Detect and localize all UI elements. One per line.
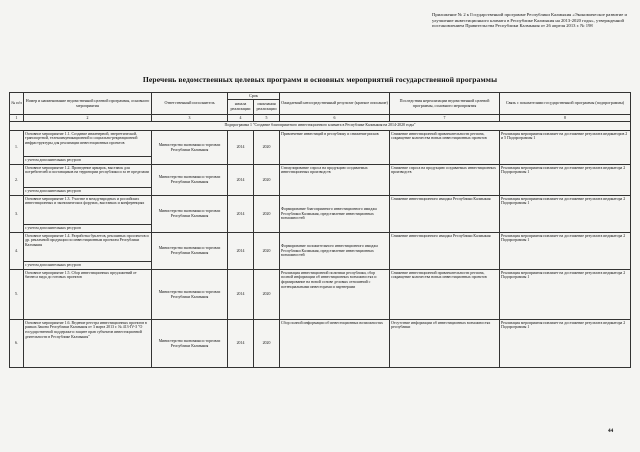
row-consequences: Снижение инвестиционной привлекательности региона, сокращение количества новых инвестиционных проектов bbox=[390, 270, 500, 320]
row-end-year: 2020 bbox=[254, 196, 280, 233]
table-row bbox=[10, 131, 631, 157]
col-num-header: № п/п bbox=[10, 93, 24, 115]
row-result: Стимулирование спроса на продукцию создаваемых инвестиционных производств bbox=[280, 165, 390, 196]
approval-note: Приложение № 2 к Государственной программе Республики Калмыкия «Экономическое развитие и улучшение инвестиционного климата в Республике Калмыкия на 2013-2020 годы», утвержденной постановлением Правительства Республики Калмыкия от 26 апреля 2013 г. № 198 bbox=[432, 12, 627, 29]
row-link: Реализация мероприятия повлияет на достижение результата индикатора 2 Подпрограммы 1 bbox=[500, 165, 631, 196]
row-link: Реализация мероприятия повлияет на достижение результата индикатора 2 Подпрограммы 1 bbox=[500, 320, 631, 368]
document-title: Перечень ведомственных целевых программ и основных мероприятий государственной программы bbox=[142, 75, 498, 84]
row-result: Сбор полной информации об инвестиционных возможностях bbox=[280, 320, 390, 368]
row-start-year: 2014 bbox=[228, 270, 254, 320]
row-executor: Министерство экономики и торговли Республики Калмыкия bbox=[152, 165, 228, 196]
row-index: 1. bbox=[10, 131, 24, 165]
row-consequences: Снижение инвестиционного имиджа Республики Калмыкия bbox=[390, 196, 500, 233]
row-index: 3. bbox=[10, 196, 24, 233]
row-end-year: 2020 bbox=[254, 320, 280, 368]
col-executor-header: Ответственный исполнитель bbox=[152, 93, 228, 115]
row-measure-name: Основное мероприятие 1.2. Проведение ярмарок, выставок для потребителей и поставщиков на территории республики и за ее пределами bbox=[24, 165, 152, 188]
row-consequences: Снижение инвестиционного имиджа Республики Калмыкия bbox=[390, 233, 500, 270]
table-row bbox=[10, 233, 631, 262]
row-index: 6. bbox=[10, 320, 24, 368]
row-extra-resources: с учетом дополнительных ресурсов bbox=[24, 188, 152, 196]
subprogram-title: Подпрограмма 1 "Создание благоприятного инвестиционного климата в Республике Калмыкия на 2014-2020 годы" bbox=[10, 122, 631, 131]
row-measure-name: Основное мероприятие 1.1. Создание инженерной, энергетической, транспортной, телекоммуникационной и социально-рекреационной инфраструктуры для реализации инвестиционных проектов bbox=[24, 131, 152, 157]
col-name-header: Номер и наименование ведомственной целевой программы, основного мероприятия bbox=[24, 93, 152, 115]
row-extra-resources: с учетом дополнительных ресурсов bbox=[24, 225, 152, 233]
row-end-year: 2020 bbox=[254, 270, 280, 320]
row-start-year: 2014 bbox=[228, 233, 254, 270]
row-executor: Министерство экономики и торговли Республики Калмыкия bbox=[152, 320, 228, 368]
col-end-header: окончания реализации bbox=[254, 100, 280, 115]
page-number: 44 bbox=[608, 428, 614, 434]
row-executor: Министерство экономики и торговли Республики Калмыкия bbox=[152, 270, 228, 320]
row-link: Реализация мероприятия повлияет на достижение результата индикатора 2 Подпрограммы 1 bbox=[500, 196, 631, 233]
col-start-header: начала реализации bbox=[228, 100, 254, 115]
table-row bbox=[10, 270, 631, 320]
column-number: 8 bbox=[500, 115, 631, 122]
row-start-year: 2014 bbox=[228, 165, 254, 196]
row-executor: Министерство экономики и торговли Республики Калмыкия bbox=[152, 131, 228, 165]
row-consequences: Снижение инвестиционной привлекательности региона, сокращение количества новых инвестиционных проектов bbox=[390, 131, 500, 165]
row-start-year: 2014 bbox=[228, 196, 254, 233]
row-start-year: 2014 bbox=[228, 320, 254, 368]
row-executor: Министерство экономики и торговли Республики Калмыкия bbox=[152, 196, 228, 233]
row-consequences: Отсутствие информации об инвестиционных возможностях республики bbox=[390, 320, 500, 368]
row-measure-name: Основное мероприятие 1.4. Разработка буклетов, рекламных проспектов и др. рекламной продукции по инвестиционным проектам Республики Калмыкия bbox=[24, 233, 152, 262]
table-row bbox=[10, 320, 631, 368]
programs-table bbox=[9, 92, 631, 368]
column-number: 3 bbox=[152, 115, 228, 122]
table-row bbox=[10, 196, 631, 225]
row-measure-name: Основное мероприятие 1.5. Сбор инвестиционных предложений от бизнеса вида до готовых проектов bbox=[24, 270, 152, 320]
col-period-header: Срок bbox=[228, 93, 280, 100]
row-measure-name: Основное мероприятие 1.3. Участие в международных и российских инвестиционных и экономических форумах, выставках и конференциях bbox=[24, 196, 152, 225]
row-end-year: 2020 bbox=[254, 165, 280, 196]
row-result: Формирование благоприятного инвестиционного имиджа Республики Калмыкия, представление инвестиционных возможностей bbox=[280, 196, 390, 233]
row-executor: Министерство экономики и торговли Республики Калмыкия bbox=[152, 233, 228, 270]
row-link: Реализация мероприятия повлияет на достижение результата индикаторов 2 и 5 Подпрограммы 1 bbox=[500, 131, 631, 165]
col-link-header: Связь с показателями государственной программы (подпрограммы) bbox=[500, 93, 631, 115]
row-result: Реализация инвестиционной политики республики, сбор полной информации об инвестиционных возможностях и формирование на новой основе деловых отношений с потенциальными инвесторами и партнерами bbox=[280, 270, 390, 320]
col-result-header: Ожидаемый непосредственный результат (краткое описание) bbox=[280, 93, 390, 115]
row-extra-resources: с учетом дополнительных ресурсов bbox=[24, 157, 152, 165]
row-link: Реализация мероприятия повлияет на достижение результата индикатора 2 Подпрограммы 1 bbox=[500, 233, 631, 270]
row-result: Формирование положительного инвестиционного имиджа Республики Калмыкия, представление инвестиционных возможностей bbox=[280, 233, 390, 270]
row-extra-resources: с учетом дополнительных ресурсов bbox=[24, 262, 152, 270]
row-end-year: 2020 bbox=[254, 131, 280, 165]
row-end-year: 2020 bbox=[254, 233, 280, 270]
row-link: Реализация мероприятия повлияет на достижение результата индикатора 2 Подпрограммы 1 bbox=[500, 270, 631, 320]
row-start-year: 2014 bbox=[228, 131, 254, 165]
row-index: 5. bbox=[10, 270, 24, 320]
col-consequences-header: Последствия нереализации ведомственной целевой программы, основного мероприятия bbox=[390, 93, 500, 115]
column-number: 6 bbox=[280, 115, 390, 122]
column-number: 2 bbox=[24, 115, 152, 122]
subprogram-row bbox=[10, 122, 631, 131]
row-index: 4. bbox=[10, 233, 24, 270]
row-index: 2. bbox=[10, 165, 24, 196]
row-measure-name: Основное мероприятие 1.6. Ведение реестра инвестиционных проектов в рамках Закона Республики Калмыкия от 3 марта 2013 г. № 413-IV-З "О государственной поддержке и защите прав субъектов инвестиционной деятельности в Республике Калмыкия" bbox=[24, 320, 152, 368]
column-number: 1 bbox=[10, 115, 24, 122]
row-consequences: Снижение спроса на продукцию создаваемых инвестиционных производств bbox=[390, 165, 500, 196]
column-numbers-row bbox=[10, 115, 631, 122]
table-row bbox=[10, 165, 631, 188]
column-number: 7 bbox=[390, 115, 500, 122]
column-number: 4 bbox=[228, 115, 254, 122]
column-number: 5 bbox=[254, 115, 280, 122]
row-result: Привлечение инвестиций в республику и снижение рисков bbox=[280, 131, 390, 165]
